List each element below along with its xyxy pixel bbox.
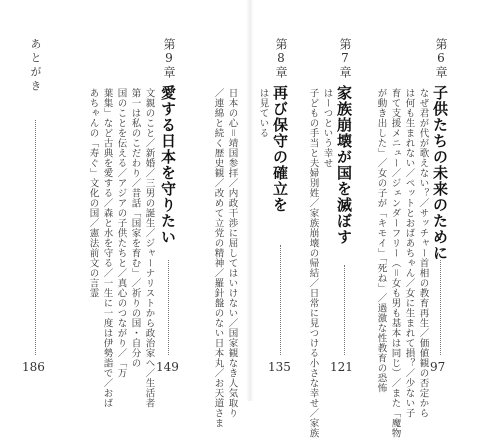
- page-number: 186: [22, 360, 45, 374]
- chapter-subtopics: が動き出した」／女の子が「キモイ」「死ね」／過激な性教育の恐怖: [375, 88, 387, 394]
- page-number: 135: [268, 360, 291, 374]
- chapter-subtopics: 日本の心＝靖国参拝／内政干渉に屈してはいけない／国家観なき人気取り: [226, 88, 238, 418]
- chapter-number: 第8章: [274, 38, 288, 79]
- page-number: 97: [430, 360, 446, 374]
- chapter-subtopics: ／連綿と続く歴史観／改めて立党の精神／羅針盤のない日本丸／お天道さま: [212, 88, 224, 428]
- chapter-subtopics: 育て支援メニュー／ジェンダーフリー（＝女も男も基本は同じ）／また「魔物: [389, 88, 401, 438]
- chapter-subtopics: 葉集」など古典を愛する／森と水を守る／一生に一度は伊勢詣で／おば: [101, 88, 113, 408]
- chapter-subtopics: 国のことを伝える／アジアの子供たちと／真心のつながり／「万: [115, 88, 127, 378]
- leader-dots: [344, 265, 345, 355]
- chapter-subtopics: 第一は私のこだわり／昔話「国家を育む」／祈りの国・自分の: [129, 88, 141, 368]
- chapter-title: 愛する日本を守りたい: [159, 85, 177, 245]
- leader-dots: [168, 260, 169, 355]
- page-number: 121: [330, 360, 353, 374]
- leader-dots: [35, 120, 36, 355]
- leader-dots: [280, 245, 281, 355]
- chapter-subtopics: 子どもの手当と夫婦別姓／家族崩壊の帰結／日常に見つける小さな幸せ／家族: [307, 88, 319, 438]
- afterword-title: あとがき: [29, 38, 42, 94]
- chapter-subtopics: 文親のこと／新婚／三男の誕生／ジャーナリストから政治家へ／生活者: [143, 88, 155, 408]
- chapter-title: 再び保守の確立を: [271, 85, 289, 213]
- chapter-subtopics: はーつという幸せ: [321, 88, 333, 168]
- chapter-subtopics: なぜ君が代が歌えない？／サッチャー首相の教育再生／価値観の否定から: [417, 88, 429, 418]
- chapter-subtopics: あちゃんの「寿ぐ」文化の国／憲法前文の言霊: [87, 88, 99, 298]
- chapter-title: 子供たちの未来のために: [431, 85, 449, 261]
- chapter-subtopics: は見ている: [257, 88, 269, 138]
- book-gutter: [246, 0, 254, 401]
- chapter-subtopics: は何も生まれない／ペットとおばあちゃん／女に生まれて損？／少ない子: [403, 88, 415, 418]
- chapter-number: 第9章: [162, 38, 176, 79]
- chapter-number: 第6章: [434, 38, 448, 79]
- page-number: 149: [156, 360, 179, 374]
- leader-dots: [440, 260, 441, 355]
- chapter-number: 第7章: [338, 38, 352, 79]
- chapter-title: 家族崩壊が国を滅ぼす: [335, 85, 353, 245]
